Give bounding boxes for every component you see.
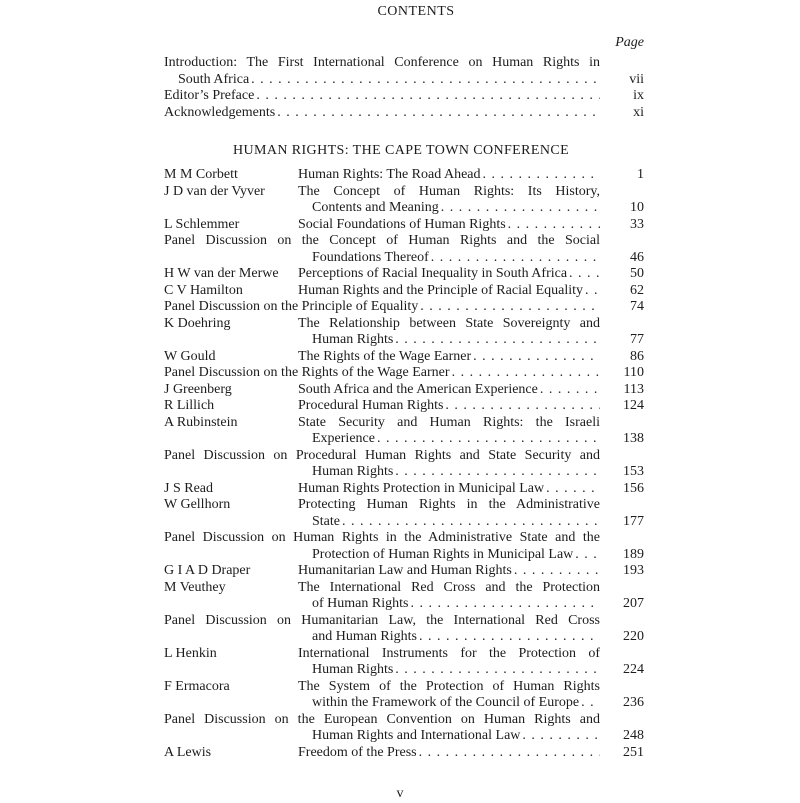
entry-line: [164, 316, 644, 333]
entry-title-cell: [164, 72, 600, 89]
entry-title-cell: [298, 596, 600, 613]
entry-line: [164, 233, 644, 250]
entry-page-number: vii: [629, 71, 644, 87]
entry-title-cell: [298, 415, 600, 432]
entry-title-cell: [298, 547, 600, 564]
entry-title-text: Freedom of the Press: [298, 744, 417, 760]
entry-title-cell: [164, 365, 600, 382]
contents-entry: [164, 184, 644, 217]
entry-page-number: 110: [623, 365, 644, 380]
entry-author: A Lewis: [164, 744, 212, 760]
entry-line: [164, 464, 644, 481]
entry-title-text: Human Rights and the Principle of Racial Equality: [298, 282, 583, 298]
entry-line: [164, 105, 644, 122]
dot-leader: [512, 563, 600, 580]
entry-title-cell: [298, 745, 600, 762]
entry-line: [164, 662, 644, 679]
entry-title-cell: [298, 563, 600, 580]
panel-discussion-entry: [164, 448, 644, 481]
entry-line: [164, 728, 644, 745]
dot-leader: [249, 72, 600, 89]
entry-title-text: The Rights of the Wage Earner: [298, 348, 472, 364]
entry-title-cell: [298, 679, 600, 696]
entry-line: [164, 365, 644, 382]
entry-line: [164, 266, 644, 283]
contents-entry: [164, 497, 644, 530]
entry-title-cell: [298, 250, 600, 267]
entry-line: [164, 250, 644, 267]
entry-title-text: Human Rights: [312, 332, 394, 347]
contents-list: [164, 167, 644, 761]
dot-leader: [340, 514, 600, 531]
entry-author: H W van der Merwe: [164, 266, 279, 281]
contents-entry: [164, 167, 644, 184]
dot-leader: [583, 283, 600, 300]
dot-leader: [538, 382, 600, 399]
entry-title-cell: [298, 349, 600, 366]
entry-line: [164, 497, 644, 514]
entry-title-text: The International Red Cross and the Protection: [298, 579, 600, 595]
section-title: HUMAN RIGHTS: THE CAPE TOWN CONFERENCE: [232, 143, 570, 158]
entry-title-cell: [298, 283, 600, 300]
dot-leader: [275, 105, 600, 122]
entry-title-text: Panel Discussion on Procedural Human Rights and State Security and: [164, 447, 600, 463]
entry-title-text: The Concept of Human Rights: Its History,: [298, 183, 600, 199]
entry-page-number: 193: [623, 563, 644, 578]
entry-author: J Greenberg: [164, 381, 232, 397]
contents-entry: [164, 398, 644, 415]
dot-leader: [439, 200, 600, 217]
entry-title-text: Perceptions of Racial Inequality in South Africa: [298, 266, 568, 281]
dot-leader: [544, 481, 600, 498]
panel-discussion-entry: [164, 530, 644, 563]
entry-page-number: 62: [630, 282, 644, 298]
entry-title-text: South Africa and the American Experience: [298, 381, 538, 397]
entry-line: [164, 88, 644, 105]
entry-title-cell: [298, 481, 600, 498]
entry-title-text: Human Rights and International Law: [312, 728, 521, 743]
entry-title-text: The Relationship between State Sovereignty and: [298, 315, 600, 331]
entry-page-number: 113: [623, 381, 644, 397]
entry-page-number: 236: [623, 695, 644, 710]
entry-title-cell: [298, 217, 600, 234]
entry-page-number: 50: [630, 266, 644, 281]
entry-title-text: Human Rights: [312, 464, 394, 479]
contents-entry: [164, 266, 644, 283]
entry-title-cell: [298, 332, 600, 349]
entry-title-text: Protecting Human Rights in the Administrative: [298, 497, 600, 512]
entry-line: [164, 596, 644, 613]
entry-title-cell: [298, 200, 600, 217]
contents-entry: [164, 646, 644, 679]
dot-leader: [429, 250, 600, 267]
entry-line: [164, 679, 644, 696]
entry-author: L Henkin: [164, 645, 217, 661]
dot-leader: [506, 217, 600, 234]
entry-page-number: ix: [633, 88, 644, 103]
entry-title-cell: [298, 464, 600, 481]
entry-title-cell: [298, 266, 600, 283]
dot-leader: [254, 88, 600, 105]
contents-entry: [164, 745, 644, 762]
entry-line: [164, 695, 644, 712]
entry-page-number: 86: [630, 348, 644, 364]
dot-leader: [417, 745, 600, 762]
entry-page-number: 177: [623, 513, 644, 529]
entry-author: R Lillich: [164, 398, 215, 413]
entry-title-text: Human Rights: [312, 662, 394, 677]
entry-title-cell: [298, 728, 600, 745]
entry-line: [164, 332, 644, 349]
entry-title-text: Experience: [312, 431, 375, 446]
dot-leader: [418, 299, 600, 316]
page-column-label: Page: [615, 35, 644, 50]
dot-leader: [450, 365, 600, 382]
dot-leader: [579, 695, 600, 712]
entry-title-cell: [298, 695, 600, 712]
entry-line: [164, 431, 644, 448]
entry-line: [164, 547, 644, 564]
entry-title-cell: [164, 88, 600, 105]
entry-line: [164, 299, 644, 316]
entry-title-text: Human Rights: The Road Ahead: [298, 167, 481, 182]
entry-page-number: 251: [623, 744, 644, 760]
entry-title-cell: [298, 662, 600, 679]
entry-title-text: within the Framework of the Council of Europe: [312, 695, 580, 710]
entry-title-text: Panel Discussion on Human Rights in the Administrative State and the: [164, 530, 600, 545]
entry-title-text: Human Rights Protection in Municipal Law: [298, 480, 545, 496]
entry-page-number: 153: [623, 464, 644, 479]
entry-line: [164, 613, 644, 630]
entry-title-text: Social Foundations of Human Rights: [298, 216, 506, 232]
entry-line: [164, 563, 644, 580]
dot-leader: [573, 547, 600, 564]
dot-leader: [471, 349, 600, 366]
front-matter-entry: [164, 55, 644, 88]
entry-title-text: Contents and Meaning: [312, 200, 439, 215]
entry-title-text: and Human Rights: [312, 629, 417, 644]
panel-discussion-entry: [164, 365, 644, 382]
panel-discussion-entry: [164, 233, 644, 266]
entry-title-cell: [298, 184, 600, 201]
entry-page-number: xi: [633, 104, 644, 120]
entry-line: [164, 382, 644, 399]
entry-title-cell: [298, 382, 600, 399]
entry-line: [164, 398, 644, 415]
entry-page-number: 138: [623, 431, 644, 446]
entry-title-text: State Security and Human Rights: the Israeli: [298, 414, 600, 430]
entry-title-cell: [298, 580, 600, 597]
entry-author: J D van der Vyver: [164, 183, 265, 199]
entry-title-cell: [164, 299, 600, 316]
entry-line: [164, 217, 644, 234]
entry-title-text: of Human Rights: [312, 596, 409, 611]
entry-title-cell: [298, 497, 600, 514]
dot-leader: [567, 266, 600, 283]
dot-leader: [393, 464, 600, 481]
entry-line: [164, 55, 644, 72]
front-matter-entry: [164, 88, 644, 105]
page-number: v: [396, 786, 404, 801]
entry-page-number: 74: [630, 299, 644, 314]
dot-leader: [408, 596, 600, 613]
contents-entry: [164, 679, 644, 712]
entry-author: C V Hamilton: [164, 282, 243, 298]
entry-line: [164, 72, 644, 89]
entry-title-text: State: [312, 513, 340, 529]
dot-leader: [375, 431, 600, 448]
entry-line: [164, 448, 644, 465]
entry-title-cell: [164, 105, 600, 122]
entry-line: [164, 580, 644, 597]
entry-author: L Schlemmer: [164, 216, 240, 232]
entry-title-cell: [164, 55, 600, 72]
entry-page-number: 1: [637, 167, 644, 182]
contents-entry: [164, 217, 644, 234]
page-heading: CONTENTS: [377, 4, 455, 19]
entry-line: [164, 200, 644, 217]
contents-entry: [164, 283, 644, 300]
entry-title-text: Acknowledgements: [164, 104, 276, 120]
entry-title-text: Protection of Human Rights in Municipal Law: [312, 546, 574, 562]
dot-leader: [393, 332, 600, 349]
entry-line: [164, 530, 644, 547]
dot-leader: [443, 398, 600, 415]
entry-line: [164, 629, 644, 646]
contents-entry: [164, 382, 644, 399]
entry-line: [164, 349, 644, 366]
panel-discussion-entry: [164, 613, 644, 646]
entry-author: W Gould: [164, 348, 216, 364]
dot-leader: [481, 167, 601, 184]
dot-leader: [520, 728, 600, 745]
entry-title-text: Editor’s Preface: [164, 88, 255, 103]
entry-author: G I A D Draper: [164, 563, 251, 578]
entry-title-cell: [298, 431, 600, 448]
entry-page-number: 77: [630, 332, 644, 347]
entry-author: A Rubinstein: [164, 414, 238, 430]
entry-title-text: Panel Discussion on the Principle of Equality: [164, 299, 419, 314]
contents-entry: [164, 349, 644, 366]
entry-author: J S Read: [164, 480, 213, 496]
entry-title-text: South Africa: [178, 71, 250, 87]
contents-entry: [164, 481, 644, 498]
entry-line: [164, 514, 644, 531]
entry-title-text: Foundations Thereof: [312, 249, 429, 265]
entry-page-number: 189: [623, 546, 644, 562]
entry-page-number: 46: [630, 249, 644, 265]
entry-title-text: Panel Discussion on the Concept of Human Rights and the Social: [164, 233, 600, 248]
entry-page-number: 248: [623, 728, 644, 743]
entry-line: [164, 283, 644, 300]
entry-page-number: 156: [623, 480, 644, 496]
entry-title-text: Panel Discussion on the Rights of the Wage Earner: [164, 365, 450, 380]
entry-author: K Doehring: [164, 315, 231, 331]
entry-page-number: 33: [630, 216, 644, 232]
entry-line: [164, 646, 644, 663]
panel-discussion-entry: [164, 299, 644, 316]
contents-entry: [164, 563, 644, 580]
panel-discussion-entry: [164, 712, 644, 745]
entry-page-number: 207: [623, 596, 644, 611]
contents-entry: [164, 316, 644, 349]
entry-page-number: 224: [623, 662, 644, 677]
front-matter-entry: [164, 105, 644, 122]
entry-title-cell: [298, 646, 600, 663]
entry-title-cell: [298, 398, 600, 415]
entry-title-text: International Instruments for the Protection of: [298, 645, 600, 661]
entry-line: [164, 712, 644, 729]
entry-title-text: The System of the Protection of Human Rights: [298, 678, 600, 694]
dot-leader: [417, 629, 600, 646]
entry-page-number: 10: [630, 200, 644, 215]
entry-line: [164, 415, 644, 432]
entry-author: M M Corbett: [164, 167, 238, 182]
entry-title-cell: [298, 629, 600, 646]
entry-title-cell: [298, 167, 600, 184]
entry-author: F Ermacora: [164, 678, 230, 694]
entry-title-cell: [298, 514, 600, 531]
entry-line: [164, 167, 644, 184]
entry-title-text: Introduction: The First International Conference on Human Rights in: [164, 55, 600, 70]
entry-author: W Gellhorn: [164, 497, 231, 512]
entry-title-text: Humanitarian Law and Human Rights: [298, 563, 512, 578]
front-matter-list: [164, 55, 644, 121]
contents-entry: [164, 415, 644, 448]
entry-line: [164, 184, 644, 201]
contents-entry: [164, 580, 644, 613]
entry-line: [164, 481, 644, 498]
entry-page-number: 220: [623, 629, 644, 644]
entry-title-text: Procedural Human Rights: [298, 398, 444, 413]
entry-title-cell: [298, 316, 600, 333]
entry-title-text: Panel Discussion on the European Convention on Human Rights and: [164, 711, 600, 727]
entry-title-text: Panel Discussion on Humanitarian Law, the International Red Cross: [164, 612, 600, 628]
dot-leader: [393, 662, 600, 679]
entry-line: [164, 745, 644, 762]
entry-author: M Veuthey: [164, 579, 226, 595]
entry-page-number: 124: [623, 398, 644, 413]
